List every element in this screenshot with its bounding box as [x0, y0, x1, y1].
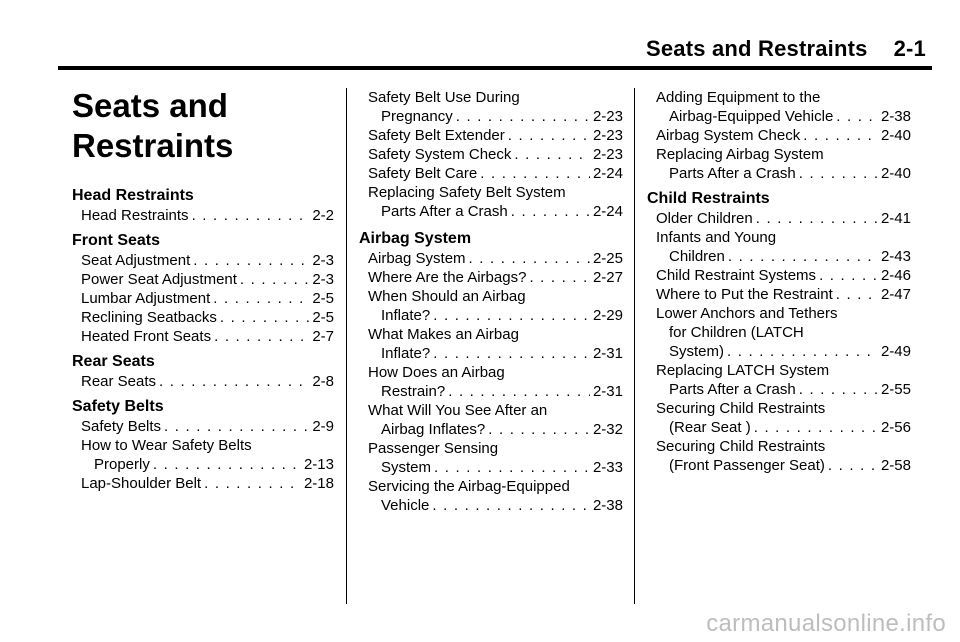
toc-entry[interactable]: (Rear Seat ) . . . 2-56	[669, 418, 911, 437]
toc-entry-first-line[interactable]: Securing Child Restraints	[656, 438, 826, 455]
toc-entry[interactable]: Inflate? . . . 2-31	[381, 344, 623, 363]
toc-entry-first-line[interactable]: When Should an Airbag	[368, 288, 526, 305]
page-ref: 2-9	[312, 418, 334, 435]
page-ref: 2-38	[880, 108, 911, 125]
toc-entry[interactable]: Vehicle . . . 2-38	[381, 496, 623, 515]
page-ref: 2-25	[592, 250, 623, 267]
dot-leader	[164, 417, 309, 436]
page-ref: 2-13	[303, 456, 334, 473]
dot-leader	[836, 107, 878, 126]
running-head	[646, 36, 926, 62]
header-title: Seats and Restraints	[645, 36, 868, 61]
page-ref: 2-58	[880, 457, 911, 474]
toc-entry-first-line[interactable]: Replacing LATCH System	[656, 362, 830, 379]
page-ref: 2-49	[880, 343, 911, 360]
page-ref: 2-24	[592, 165, 623, 182]
page-ref: 2-43	[880, 248, 911, 265]
dot-leader	[727, 342, 878, 361]
dot-leader	[754, 418, 878, 437]
toc-entry[interactable]: Rear Seats . . . 2-8	[81, 372, 334, 391]
toc-entry-first-line[interactable]: How Does an Airbag	[368, 364, 505, 381]
toc-entry-first-line[interactable]: Adding Equipment to the	[656, 89, 821, 106]
toc-entry[interactable]: Airbag System . . . 2-25	[368, 249, 623, 268]
toc-entry[interactable]: Safety Belt Care . . . 2-24	[368, 164, 623, 183]
toc-entry-first-line[interactable]: Lower Anchors and Tethers	[656, 305, 838, 322]
toc-entry-first-line[interactable]: Securing Child Restraints	[656, 400, 826, 417]
toc-entry[interactable]: Child Restraint Systems . . . 2-46	[656, 266, 911, 285]
dot-leader	[529, 268, 590, 287]
dot-leader	[508, 126, 590, 145]
section-heading: Head Restraints	[72, 187, 194, 204]
dot-leader	[799, 380, 878, 399]
toc-entry-first-line[interactable]: Passenger Sensing	[368, 440, 499, 457]
toc-entry[interactable]: Where to Put the Restraint . . . 2-47	[656, 285, 911, 304]
page-ref: 2-56	[880, 419, 911, 436]
toc-entry[interactable]: Airbag System Check . . . 2-40	[656, 126, 911, 145]
section-heading: Child Restraints	[647, 190, 770, 207]
page-ref: 2-23	[592, 127, 623, 144]
toc-entry[interactable]: Inflate? . . . 2-29	[381, 306, 623, 325]
toc-entry[interactable]: Pregnancy . . . 2-23	[381, 107, 623, 126]
dot-leader	[728, 247, 878, 266]
chapter-title: Seats and Restraints	[72, 87, 234, 164]
toc-entry[interactable]: Heated Front Seats . . . 2-7	[81, 327, 334, 346]
dot-leader	[193, 251, 309, 270]
toc-entry-second-line[interactable]: for Children (LATCH	[669, 324, 804, 341]
dot-leader	[192, 206, 310, 225]
dot-leader	[214, 327, 309, 346]
dot-leader	[240, 270, 309, 289]
page-ref: 2-29	[592, 307, 623, 324]
page-ref: 2-31	[592, 383, 623, 400]
dot-leader	[514, 145, 590, 164]
page-ref: 2-5	[312, 309, 334, 326]
toc-entry[interactable]: (Front Passenger Seat) . . . 2-58	[669, 456, 911, 475]
page-ref: 2-24	[592, 203, 623, 220]
toc-entry[interactable]: Airbag Inflates? . . . 2-32	[381, 420, 623, 439]
section-heading: Safety Belts	[72, 398, 164, 415]
toc-entry[interactable]: Parts After a Crash . . . 2-55	[669, 380, 911, 399]
toc-entry[interactable]: Restrain? . . . 2-31	[381, 382, 623, 401]
page-ref: 2-5	[312, 290, 334, 307]
toc-entry[interactable]: Head Restraints . . . 2-2	[81, 206, 334, 225]
toc-entry[interactable]: Children . . . 2-43	[669, 247, 911, 266]
watermark: carmanualsonline.info	[706, 610, 946, 637]
toc-entry[interactable]: System . . . 2-33	[381, 458, 623, 477]
toc-entry[interactable]: Where Are the Airbags? . . . 2-27	[368, 268, 623, 287]
toc-entry[interactable]: Seat Adjustment . . . 2-3	[81, 251, 334, 270]
page-ref: 2-41	[880, 210, 911, 227]
dot-leader	[511, 202, 590, 221]
toc-entry[interactable]: Parts After a Crash . . . 2-40	[669, 164, 911, 183]
dot-leader	[433, 344, 590, 363]
toc-entry[interactable]: Lumbar Adjustment . . . 2-5	[81, 289, 334, 308]
dot-leader	[836, 285, 878, 304]
toc-column-3	[647, 88, 911, 475]
dot-leader	[153, 455, 301, 474]
dot-leader	[434, 458, 590, 477]
page-ref: 2-2	[312, 207, 334, 224]
dot-leader	[828, 456, 878, 475]
toc-entry-first-line[interactable]: How to Wear Safety Belts	[81, 437, 252, 454]
toc-column-2	[359, 88, 623, 515]
page-ref: 2-3	[312, 252, 334, 269]
page-ref: 2-38	[592, 497, 623, 514]
dot-leader	[213, 289, 309, 308]
toc-entry-first-line[interactable]: Servicing the Airbag-Equipped	[368, 478, 570, 495]
toc-entry-first-line[interactable]: Replacing Airbag System	[656, 146, 824, 163]
page-ref: 2-23	[592, 108, 623, 125]
toc-entry-first-line[interactable]: Safety Belt Use During	[368, 89, 520, 106]
dot-leader	[799, 164, 878, 183]
dot-leader	[204, 474, 301, 493]
dot-leader	[803, 126, 878, 145]
section-heading: Rear Seats	[72, 353, 155, 370]
section-heading: Airbag System	[359, 230, 472, 247]
dot-leader	[456, 107, 590, 126]
dot-leader	[433, 306, 590, 325]
toc-entry[interactable]: Older Children . . . 2-41	[656, 209, 911, 228]
page-ref: 2-8	[312, 373, 334, 390]
column-divider	[634, 88, 635, 604]
column-divider	[346, 88, 347, 604]
toc-entry[interactable]: System) . . . 2-49	[669, 342, 911, 361]
page-ref: 2-40	[880, 165, 911, 182]
header-page-number: 2-1	[893, 36, 926, 61]
page-ref: 2-18	[303, 475, 334, 492]
dot-leader	[469, 249, 590, 268]
page-ref: 2-27	[592, 269, 623, 286]
toc-entry[interactable]: Safety System Check . . . 2-23	[368, 145, 623, 164]
toc-entry[interactable]: Safety Belts . . . 2-9	[81, 417, 334, 436]
dot-leader	[480, 164, 590, 183]
dot-leader	[819, 266, 878, 285]
toc-entry-first-line[interactable]: Replacing Safety Belt System	[368, 184, 566, 201]
toc-entry[interactable]: Safety Belt Extender . . . 2-23	[368, 126, 623, 145]
toc-entry-first-line[interactable]: Infants and Young	[656, 229, 777, 246]
toc-entry[interactable]: Properly . . . 2-13	[94, 455, 334, 474]
page-header	[58, 36, 932, 70]
toc-entry[interactable]: Reclining Seatbacks . . . 2-5	[81, 308, 334, 327]
section-heading: Front Seats	[72, 232, 161, 249]
page-ref: 2-47	[880, 286, 911, 303]
toc-entry-first-line[interactable]: What Will You See After an	[368, 402, 548, 419]
page-ref: 2-7	[312, 328, 334, 345]
toc-entry[interactable]: Power Seat Adjustment . . . 2-3	[81, 270, 334, 289]
page-ref: 2-31	[592, 345, 623, 362]
dot-leader	[220, 308, 309, 327]
toc-entry-first-line[interactable]: What Makes an Airbag	[368, 326, 519, 343]
toc-entry[interactable]: Lap-Shoulder Belt . . . 2-18	[81, 474, 334, 493]
dot-leader	[448, 382, 590, 401]
dot-leader	[159, 372, 309, 391]
page-ref: 2-33	[592, 459, 623, 476]
page-ref: 2-32	[592, 421, 623, 438]
page-ref: 2-40	[880, 127, 911, 144]
dot-leader	[756, 209, 878, 228]
page-ref: 2-46	[880, 267, 911, 284]
dot-leader	[432, 496, 590, 515]
dot-leader	[488, 420, 590, 439]
toc-entry[interactable]: Airbag-Equipped Vehicle . . . 2-38	[669, 107, 911, 126]
toc-column-1	[72, 180, 334, 493]
toc-entry[interactable]: Parts After a Crash . . . 2-24	[381, 202, 623, 221]
page-ref: 2-55	[880, 381, 911, 398]
page-ref: 2-3	[312, 271, 334, 288]
page-ref: 2-23	[592, 146, 623, 163]
